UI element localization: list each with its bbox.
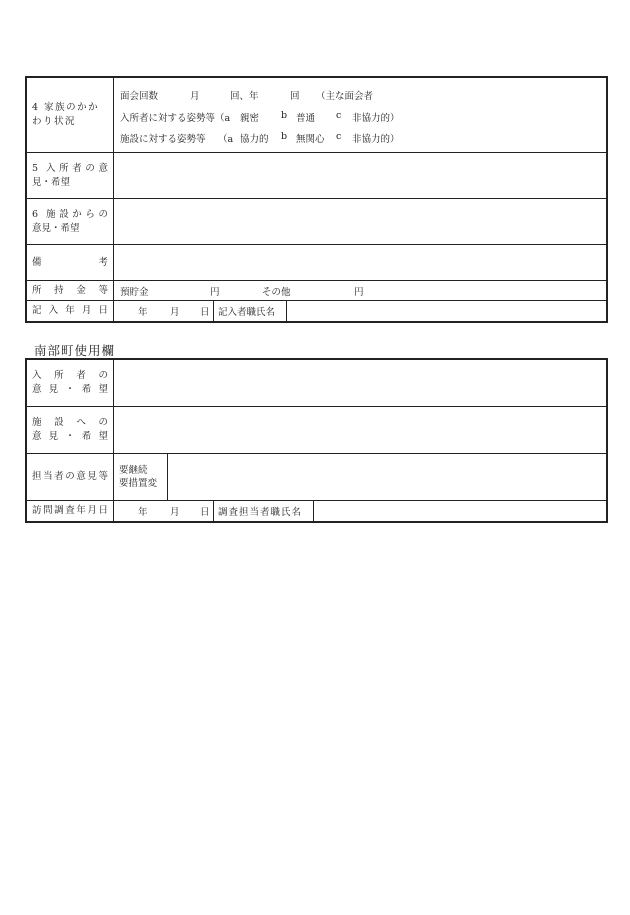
staff-opinion-options[interactable] (114, 454, 168, 500)
entry-date-row (27, 301, 606, 321)
possessions-cell[interactable] (114, 281, 606, 300)
family-involvement-cell[interactable] (114, 78, 606, 152)
other-label: その他 (262, 287, 291, 298)
attitude-resident-label: 入所者に対する姿勢等（a (120, 113, 231, 124)
visit-times-year-label: 回、年 (230, 91, 259, 102)
entry-date-field[interactable]: 年 月 日 (114, 301, 214, 321)
savings-label: 預貯金 (120, 287, 149, 298)
town-use-table (25, 358, 608, 523)
visit-times-label: 回 (290, 91, 300, 102)
main-visitor-label: （主な面会者 (316, 91, 374, 102)
facility-opinion-label: 6 施設からの 意見・希望 (27, 199, 114, 244)
town-resident-opinion-label: 入所者の 意見・希望 (27, 360, 114, 406)
facility-opinion-field[interactable] (114, 199, 606, 244)
staff-opinion-label: 担当者の意見等 (27, 454, 114, 500)
visit-date-label: 訪問調査年月日 (27, 501, 114, 521)
family-involvement-row (27, 78, 606, 153)
facility-opinion-row (27, 199, 606, 245)
town-facility-opinion-row (27, 407, 606, 454)
family-involvement-label: 4 家族のかかわり状況 (27, 78, 114, 152)
savings-yen-label: 円 (210, 287, 220, 298)
entry-writer-label-cell: 記入者職氏名 (214, 301, 287, 321)
resident-opinion-field[interactable] (114, 153, 606, 198)
attitude-facility-c-mark: c (336, 131, 342, 142)
visit-staff-field[interactable] (314, 501, 606, 521)
town-facility-opinion-label: 施設への 意見・希望 (27, 407, 114, 453)
possessions-row (27, 281, 606, 301)
attitude-facility-option-c[interactable]: 非協力的） (352, 134, 400, 145)
section-title: 南部町使用欄 (34, 343, 116, 358)
town-facility-opinion-field[interactable] (114, 407, 606, 453)
possessions-label: 所持金等 (27, 281, 114, 300)
facility-report-table (25, 76, 608, 323)
attitude-facility-b-mark: b (281, 131, 288, 142)
town-resident-opinion-row (27, 360, 606, 407)
resident-opinion-row (27, 153, 606, 199)
attitude-resident-b-mark: b (281, 110, 288, 121)
visit-month-label: 月 (190, 91, 200, 102)
attitude-resident-option-c[interactable]: 非協力的） (352, 113, 400, 124)
remarks-label: 備 考 (27, 245, 114, 280)
option-change-measure[interactable]: 要措置変 (119, 478, 158, 489)
staff-opinion-row (27, 454, 606, 501)
attitude-facility-option-b[interactable]: 無関心 (296, 134, 325, 145)
visit-staff-label-cell: 調査担当者職氏名 (214, 501, 314, 521)
attitude-facility-option-a[interactable]: 協力的 (240, 134, 269, 145)
entry-date-label: 記入年月日 (27, 301, 114, 321)
resident-opinion-label: 5 入所者の意 見・希望 (27, 153, 114, 198)
visit-count-label: 面会回数 (120, 91, 159, 102)
remarks-row (27, 245, 606, 281)
staff-opinion-field[interactable] (168, 454, 606, 500)
entry-writer-field[interactable] (287, 301, 606, 321)
attitude-resident-c-mark: c (336, 110, 342, 121)
town-resident-opinion-field[interactable] (114, 360, 606, 406)
attitude-facility-label: 施設に対する姿勢等 (120, 134, 206, 145)
attitude-resident-option-b[interactable]: 普通 (296, 113, 316, 124)
visit-date-field[interactable]: 年 月 日 (114, 501, 214, 521)
attitude-facility-a-mark: （a (218, 134, 234, 145)
visit-date-row (27, 501, 606, 521)
attitude-resident-option-a[interactable]: 親密 (240, 113, 260, 124)
other-yen-label: 円 (354, 287, 364, 298)
option-continue[interactable]: 要継続 (119, 465, 148, 476)
remarks-field[interactable] (114, 245, 606, 280)
